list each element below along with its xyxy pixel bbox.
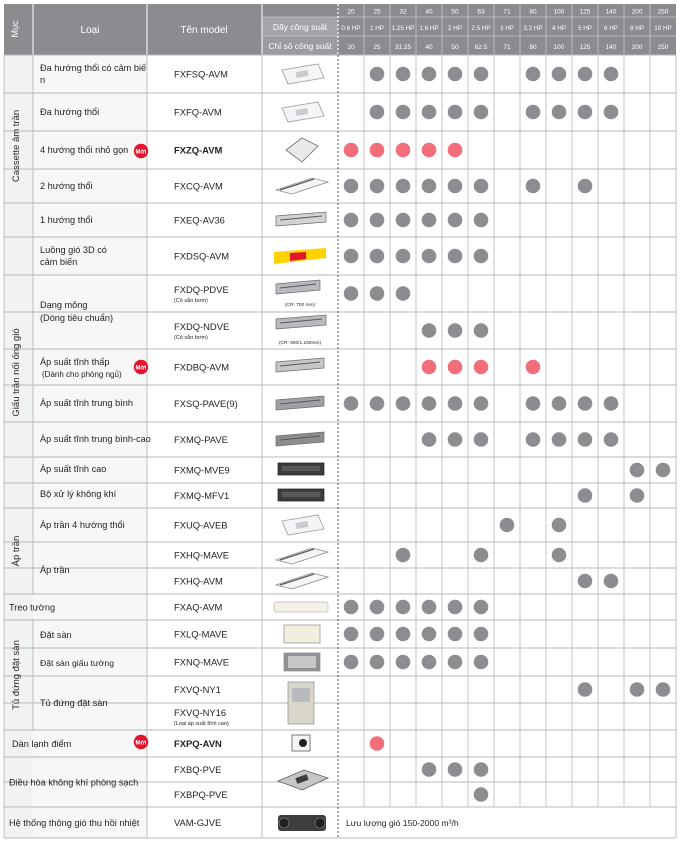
duct-image	[276, 315, 326, 329]
capacity-dot	[578, 574, 593, 589]
spot-unit-fan	[299, 739, 307, 747]
capacity-value: 10 HP	[654, 25, 672, 32]
full-row-label: Điều hòa không khí phòng sạch	[9, 777, 139, 788]
capacity-dot	[604, 432, 619, 447]
capacity-dot-new	[370, 736, 385, 751]
model-name: FXUQ-AVEB	[174, 519, 228, 531]
capacity-dot	[526, 105, 541, 120]
type-label: Đa hướng thổi	[40, 107, 100, 117]
capacity-dot	[604, 67, 619, 82]
type-label-line: Dạng mỏng	[40, 300, 88, 310]
capacity-dot	[604, 396, 619, 411]
type-label: Đặt sàn giấu tường	[40, 658, 114, 668]
new-badge-label: Mới	[135, 740, 147, 747]
capacity-dot	[370, 627, 385, 642]
capacity-dot	[474, 762, 489, 777]
duct-image	[276, 358, 324, 372]
top-value: 63	[477, 8, 485, 16]
capacity-dot	[552, 105, 567, 120]
capacity-value: 2 HP	[448, 25, 462, 32]
full-row-label: Hệ thống thông gió thu hồi nhiệt	[9, 818, 140, 828]
model-name: FXVQ-NY1	[174, 684, 221, 695]
capacity-dot	[370, 179, 385, 194]
capacity-dot-new	[396, 143, 411, 158]
capacity-value: 1 HP	[370, 25, 384, 32]
capacity-dot-new	[370, 143, 385, 158]
top-value: 50	[451, 8, 459, 16]
capacity-value: 6 HP	[604, 25, 618, 32]
duct-image	[276, 280, 320, 294]
index-value: 71	[503, 44, 511, 51]
ceiling-suspended-image	[276, 548, 328, 564]
type-label: 2 hướng thổi	[40, 181, 93, 191]
type-label: Áp suất tĩnh thấp	[40, 357, 110, 367]
model-name: FXAQ-AVM	[174, 601, 223, 613]
capacity-dot	[396, 105, 411, 120]
top-value: 32	[399, 8, 407, 16]
heat-recovery-port	[315, 818, 325, 828]
new-badge-label: Mới	[135, 149, 147, 156]
model-name: FXFQ-AVM	[174, 106, 222, 118]
capacity-dot	[552, 396, 567, 411]
capacity-dot	[448, 323, 463, 338]
header-band	[4, 4, 676, 55]
capacity-dot	[396, 249, 411, 264]
capacity-dot	[396, 655, 411, 670]
type-label: Áp suất tĩnh trung bình-cao	[40, 434, 151, 444]
capacity-dot	[448, 249, 463, 264]
top-value: 25	[373, 8, 381, 16]
capacity-dot	[370, 105, 385, 120]
type-label: 4 hướng thổi nhỏ gọn	[40, 145, 129, 155]
capacity-dot	[396, 396, 411, 411]
capacity-dot	[370, 396, 385, 411]
model-name: FXPQ-AVN	[174, 738, 222, 749]
capacity-dot	[422, 323, 437, 338]
capacity-dot	[578, 488, 593, 503]
capacity-dot	[422, 179, 437, 194]
type-label-sub: (Dành cho phòng ngủ)	[42, 370, 122, 379]
model-name: FXBQ-PVE	[174, 764, 222, 775]
capacity-dot	[448, 213, 463, 228]
capacity-dot	[422, 762, 437, 777]
model-note: (Có sẵn bơm)	[174, 298, 208, 304]
capacity-dot	[656, 463, 671, 478]
capacity-dot	[344, 627, 359, 642]
capacity-dot	[396, 67, 411, 82]
top-value: 125	[579, 8, 591, 16]
model-name: FXNQ-MAVE	[174, 656, 230, 668]
capacity-dot	[448, 655, 463, 670]
capacity-dot-new	[422, 143, 437, 158]
capacity-dot	[448, 600, 463, 615]
model-name: FXMQ-MFV1	[174, 490, 230, 501]
capacity-dot-new	[344, 143, 359, 158]
type-label: Áp suất tĩnh trung bình	[40, 398, 133, 408]
index-value: 20	[347, 44, 355, 51]
capacity-dot	[474, 600, 489, 615]
capacity-dot	[396, 213, 411, 228]
type-label: 1 hướng thổi	[40, 215, 93, 225]
capacity-dot-new	[474, 360, 489, 375]
top-value: 20	[347, 8, 355, 16]
top-value: 140	[605, 8, 617, 16]
capacity-dot	[552, 432, 567, 447]
model-name: FXMQ-PAVE	[174, 434, 228, 445]
capacity-dot	[370, 213, 385, 228]
capacity-dot	[604, 574, 619, 589]
capacity-dot	[396, 548, 411, 563]
type-label-line: Đa hướng thổi có cảm biế	[40, 63, 147, 73]
capacity-value: 3.2 HP	[523, 25, 543, 32]
model-note: (Có sẵn bơm)	[174, 335, 208, 341]
type-cell-bg	[33, 55, 147, 93]
capacity-dot	[578, 105, 593, 120]
capacity-dot	[578, 396, 593, 411]
capacity-value: 8 HP	[630, 25, 644, 32]
model-name: FXBPQ-PVE	[174, 789, 228, 800]
capacity-dot	[396, 627, 411, 642]
capacity-dot	[474, 396, 489, 411]
capacity-dot	[630, 682, 645, 697]
capacity-dot	[630, 463, 645, 478]
capacity-dot	[474, 249, 489, 264]
capacity-value: 3 HP	[500, 25, 514, 32]
type-label-line: cảm biến	[40, 257, 78, 267]
capacity-dot	[422, 627, 437, 642]
type-label: Đặt sàn	[40, 630, 72, 640]
capacity-dot	[500, 518, 515, 533]
dark-duct-grille	[282, 492, 320, 497]
heat-recovery-port	[279, 818, 289, 828]
index-value: 80	[529, 44, 537, 51]
capacity-dot-new	[448, 143, 463, 158]
capacity-dot	[344, 179, 359, 194]
model-name: FXDSQ-AVM	[174, 250, 230, 262]
top-value: 71	[503, 8, 511, 16]
capacity-dot	[448, 627, 463, 642]
capacity-dot	[422, 600, 437, 615]
capacity-dot	[656, 682, 671, 697]
capacity-dot	[526, 396, 541, 411]
capacity-dot	[396, 600, 411, 615]
index-value: 250	[657, 44, 669, 51]
capacity-dot	[448, 762, 463, 777]
index-value: 25	[373, 44, 381, 51]
capacity-dot	[474, 179, 489, 194]
group-label: Tủ đứng đặt sàn	[11, 640, 22, 710]
capacity-dot	[422, 105, 437, 120]
capacity-dot	[526, 432, 541, 447]
model-name: FXDQ-PDVE	[174, 284, 229, 295]
duct-image	[276, 432, 324, 446]
type-label: Áp trần 4 hướng thổi	[40, 520, 125, 530]
header-loai: Loại	[80, 25, 100, 36]
tall-floor-grille	[292, 688, 310, 702]
capacity-value: 4 HP	[552, 25, 566, 32]
header-muc: Mục	[10, 20, 20, 38]
capacity-dot	[474, 67, 489, 82]
capacity-dot	[422, 249, 437, 264]
top-value: 250	[657, 8, 669, 16]
capacity-dot	[578, 682, 593, 697]
capacity-dot	[604, 105, 619, 120]
model-name: FXZQ-AVM	[174, 144, 223, 156]
top-value: 200	[631, 8, 643, 16]
ceiling-suspended-image	[276, 178, 328, 194]
capacity-dot	[422, 432, 437, 447]
capacity-dot	[370, 655, 385, 670]
type-cell-bg	[33, 237, 147, 275]
model-note: (Loại áp suất tĩnh cao)	[174, 721, 229, 727]
capacity-dot	[370, 286, 385, 301]
type-label-line: (Dòng tiêu chuẩn)	[40, 313, 114, 323]
capacity-dot	[526, 179, 541, 194]
new-badge-label: Mới	[135, 365, 147, 372]
capacity-dot	[370, 67, 385, 82]
top-value: 40	[425, 8, 433, 16]
type-label-line: n	[40, 75, 46, 85]
index-label: Chỉ số công suất	[268, 41, 332, 51]
model-name: FXCQ-AVM	[174, 180, 223, 192]
capacity-dot	[474, 323, 489, 338]
capacity-dot	[578, 432, 593, 447]
floor-unit-panel	[288, 656, 316, 668]
capacity-dot	[370, 249, 385, 264]
wall-unit-image	[274, 602, 328, 612]
capacity-dot	[396, 179, 411, 194]
type-label: Bộ xử lý không khí	[40, 489, 117, 499]
capacity-dot	[448, 105, 463, 120]
capacity-dot	[422, 213, 437, 228]
capacity-dot	[474, 548, 489, 563]
capacity-dot-new	[526, 360, 541, 375]
capacity-dot	[396, 286, 411, 301]
full-row-label: Dàn lạnh điểm	[12, 739, 72, 749]
capacity-value: 1.6 HP	[419, 25, 439, 32]
capacity-dot	[552, 518, 567, 533]
capacity-dot	[422, 396, 437, 411]
capacity-dot-new	[422, 360, 437, 375]
floor-unit-image	[284, 625, 320, 643]
capacity-dot	[422, 67, 437, 82]
duct-image	[276, 212, 326, 226]
capacity-dot	[474, 787, 489, 802]
model-name: FXEQ-AV36	[174, 214, 225, 226]
capacity-dot	[578, 67, 593, 82]
index-value: 50	[451, 44, 459, 51]
capacity-dot	[474, 627, 489, 642]
index-value: 140	[605, 44, 617, 51]
capacity-dot	[422, 655, 437, 670]
model-name: FXDQ-NDVE	[174, 321, 230, 332]
index-value: 200	[631, 44, 643, 51]
model-name: FXHQ-AVM	[174, 575, 223, 587]
capacity-dot	[344, 286, 359, 301]
duct-image	[276, 396, 324, 410]
top-value: 100	[553, 8, 565, 16]
capacity-dot	[448, 432, 463, 447]
capacity-dot	[474, 105, 489, 120]
model-name: FXSQ-PAVE(9)	[174, 398, 238, 409]
group-label: Cassette âm trần	[11, 109, 22, 183]
model-name: FXHQ-MAVE	[174, 549, 230, 561]
capacity-dot	[578, 179, 593, 194]
airflow-note: Lưu lượng gió 150-2000 m³/h	[346, 818, 459, 828]
capacity-dot	[630, 488, 645, 503]
pdve-note: (CR: 700 mm)	[284, 303, 316, 308]
capacity-dot	[448, 396, 463, 411]
dark-duct-grille	[282, 466, 320, 471]
model-name: FXFSQ-AVM	[174, 68, 228, 80]
top-value: 80	[529, 8, 537, 16]
ndve-note: (CR: 900/1,100mm)	[278, 341, 322, 346]
type-label-line: Luồng gió 3D có	[40, 245, 107, 255]
capacity-value: 2.5 HP	[471, 25, 491, 32]
capacity-dot	[344, 600, 359, 615]
group-label: Giấu trần nối ống gió	[11, 328, 22, 417]
index-value: 100	[553, 44, 565, 51]
ceiling-suspended-image	[276, 573, 328, 589]
capacity-dot	[448, 179, 463, 194]
model-name: VAM-GJVE	[174, 817, 222, 828]
capacity-dot-new	[448, 360, 463, 375]
index-value: 40	[425, 44, 433, 51]
capacity-dot	[474, 432, 489, 447]
capacity-dot	[474, 213, 489, 228]
capacity-dot	[552, 548, 567, 563]
index-value: 31.25	[394, 44, 412, 51]
type-label: Tủ đứng đặt sàn	[40, 698, 108, 708]
capacity-dot	[448, 67, 463, 82]
model-name: FXMQ-MVE9	[174, 464, 230, 476]
header-model: Tên model	[180, 25, 228, 36]
model-name: FXVQ-NY16	[174, 707, 227, 718]
type-cell-bg	[33, 349, 147, 385]
index-value: 125	[579, 44, 591, 51]
capacity-dot	[526, 67, 541, 82]
capacity-dot	[344, 655, 359, 670]
capacity-dot	[370, 600, 385, 615]
capacity-value: 0.8 HP	[341, 25, 361, 32]
index-value: 62.5	[474, 44, 488, 51]
group-label: Áp trần	[11, 535, 22, 567]
capacity-dot	[344, 396, 359, 411]
capacity-dot	[344, 249, 359, 264]
type-label: Áp trần	[40, 565, 70, 575]
capacity-dot	[552, 67, 567, 82]
full-row-label: Treo tường	[9, 602, 56, 613]
type-label: Áp suất tĩnh cao	[40, 464, 107, 474]
capacity-value: 1.25 HP	[391, 25, 415, 32]
capacity-dot	[474, 655, 489, 670]
capacity-value: 5 HP	[578, 25, 592, 32]
model-name: FXDBQ-AVM	[174, 361, 230, 373]
capacity-label: Dãy công suất	[272, 22, 328, 32]
capacity-dot	[344, 213, 359, 228]
compact-cassette-image	[286, 138, 318, 162]
model-name: FXLQ-MAVE	[174, 628, 228, 640]
